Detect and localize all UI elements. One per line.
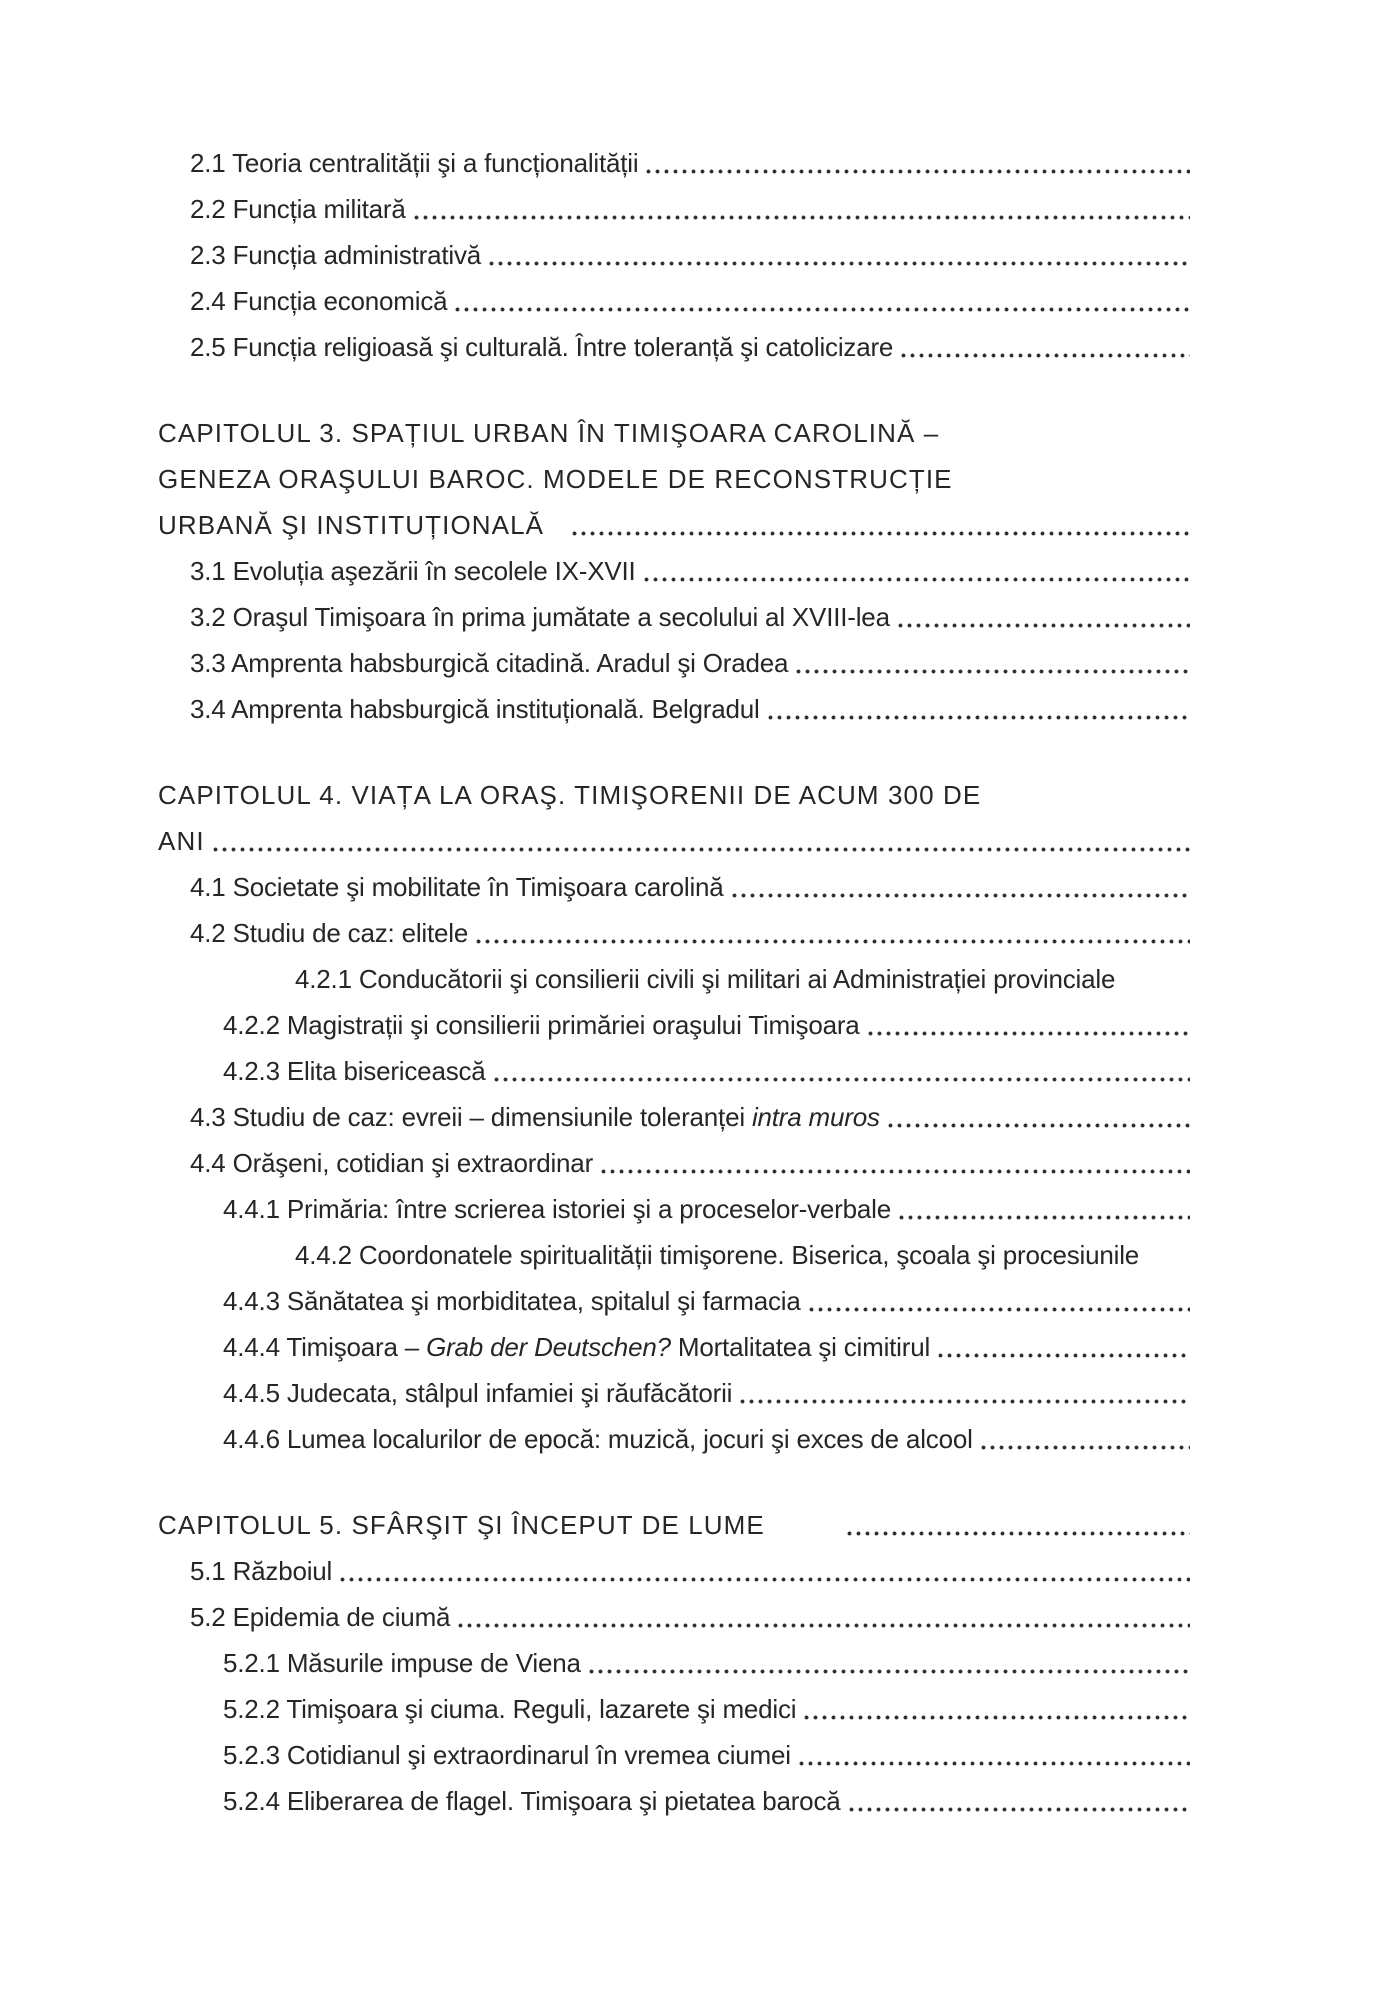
toc-entry [158, 324, 1190, 370]
dot-leader [453, 278, 1190, 324]
dot-leader [797, 1732, 1190, 1778]
dot-leader [794, 640, 1190, 686]
dot-leader [474, 910, 1190, 956]
dot-leader [211, 818, 1190, 864]
toc-entry-text: 3.3 Amprenta habsburgică citadină. Aradul şi Oradea [190, 648, 789, 678]
toc-entry [158, 1416, 1190, 1462]
dot-leader [807, 1278, 1190, 1324]
dot-leader [644, 140, 1190, 186]
section-spacer [158, 732, 1190, 772]
dot-leader [896, 594, 1190, 640]
toc-entry-text: 5.2 Epidemia de ciumă [190, 1602, 451, 1632]
toc-entry [158, 1594, 1190, 1640]
toc-entry-text: 5.2.3 Cotidianul şi extraordinarul în vremea ciumei [223, 1740, 791, 1770]
dot-leader [847, 1778, 1191, 1824]
dot-leader [766, 686, 1190, 732]
toc-entry-text: 4.2 Studiu de caz: elitele [190, 918, 469, 948]
toc-entry [158, 1002, 1190, 1048]
toc-entry-text-part: 4.4.4 Timişoara – [223, 1332, 427, 1362]
dot-leader [599, 1140, 1190, 1186]
toc-entry [158, 910, 1190, 956]
toc-entry-text: 2.3 Funcția administrativă [190, 240, 482, 270]
section-spacer [158, 1462, 1190, 1502]
toc-entry-text [223, 1324, 930, 1370]
toc-entry [158, 186, 1190, 232]
toc-entry [158, 1548, 1190, 1594]
dot-leader [587, 1640, 1190, 1686]
toc-entry [158, 686, 1190, 732]
dot-leader [897, 1186, 1190, 1232]
dot-leader [570, 502, 1190, 548]
toc-entry-text: 4.4.6 Lumea localurilor de epocă: muzică, jocuri şi exces de alcool [223, 1424, 973, 1454]
toc-entry-text: 2.5 Funcția religioasă şi culturală. Între toleranță şi catolicizare [190, 332, 894, 362]
dot-leader [866, 1002, 1190, 1048]
toc-entry [158, 140, 1190, 186]
chapter-heading-text: CAPITOLUL 4. VIAȚA LA ORAŞ. TIMIŞORENII DE ACUM 300 DE [158, 780, 982, 810]
dot-leader [899, 324, 1190, 370]
toc-entry [158, 1324, 1190, 1370]
toc-entry [158, 1186, 1190, 1232]
toc-entry [158, 1640, 1190, 1686]
toc-entry [158, 1278, 1190, 1324]
section-spacer [158, 370, 1190, 410]
toc-entry [158, 640, 1190, 686]
toc-entry [158, 864, 1190, 910]
chapter-heading-line [158, 818, 1190, 864]
toc-entry-text: 4.2.1 Conducătorii şi consilierii civili şi militari ai Administrației provinciale [295, 964, 1116, 994]
toc-entry-text: 5.2.4 Eliberarea de flagel. Timişoara şi pietatea barocă [223, 1786, 841, 1816]
toc-entry-text: 5.1 Războiul [190, 1556, 333, 1586]
dot-leader [730, 864, 1190, 910]
toc-entry [158, 594, 1190, 640]
toc-entry-text: 5.2.1 Măsurile impuse de Viena [223, 1648, 581, 1678]
dot-leader [642, 548, 1190, 594]
chapter-heading-text: ANI [158, 826, 205, 856]
dot-leader [845, 1502, 1190, 1548]
toc-entry-text-italic: Grab der Deutschen? [426, 1332, 671, 1362]
toc-entry-text: 2.4 Funcția economică [190, 286, 448, 316]
chapter-heading-text: CAPITOLUL 5. SFÂRŞIT ŞI ÎNCEPUT DE LUME [158, 1510, 765, 1540]
toc-entry-text: 4.4.3 Sănătatea şi morbiditatea, spitalul şi farmacia [223, 1286, 801, 1316]
toc-entry-text: 4.2.2 Magistrații şi consilierii primăriei oraşului Timişoara [223, 1010, 860, 1040]
toc-entry [158, 1778, 1190, 1824]
toc-entry [158, 1370, 1190, 1416]
dot-leader [338, 1548, 1190, 1594]
dot-leader [456, 1594, 1190, 1640]
dot-leader [979, 1416, 1190, 1462]
toc-entry-text: 3.1 Evoluția aşezării în secolele IX-XVII [190, 556, 636, 586]
dot-leader [936, 1324, 1190, 1370]
toc-entry-text: 2.2 Funcția militară [190, 194, 406, 224]
toc-entry-text: 2.1 Teoria centralității şi a funcționalității [190, 148, 639, 178]
toc-entry [158, 1048, 1190, 1094]
toc-entry-text-part: 4.3 Studiu de caz: evreii – dimensiunile toleranței [190, 1102, 752, 1132]
toc-entry [158, 1140, 1190, 1186]
toc-entry [158, 1094, 1190, 1140]
toc-entry-text-italic: intra muros [751, 1102, 880, 1132]
toc-entry-text [190, 1094, 880, 1140]
toc-entry-text: 4.2.3 Elita bisericească [223, 1056, 486, 1086]
dot-leader [492, 1048, 1190, 1094]
toc-entry-text: 4.1 Societate şi mobilitate în Timişoara carolină [190, 872, 724, 902]
toc-entry-text: 4.4.1 Primăria: între scrierea istoriei şi a proceselor-verbale [223, 1194, 891, 1224]
chapter-heading-line [158, 410, 1190, 456]
chapter-heading-text: GENEZA ORAŞULUI BAROC. MODELE DE RECONSTRUCȚIE [158, 464, 953, 494]
toc-entry-text-part: Mortalitatea şi cimitirul [670, 1332, 931, 1362]
toc-entry-text: 4.4.2 Coordonatele spiritualității timişorene. Biserica, şcoala şi procesiunile [295, 1240, 1140, 1270]
toc-entry-text: 5.2.2 Timişoara şi ciuma. Reguli, lazarete şi medici [223, 1694, 797, 1724]
dot-leader [412, 186, 1190, 232]
toc-entry [158, 232, 1190, 278]
chapter-heading-line [158, 1502, 1190, 1548]
toc-entry-text: 4.4 Orăşeni, cotidian şi extraordinar [190, 1148, 594, 1178]
dot-leader [886, 1094, 1190, 1140]
toc-entry [158, 278, 1190, 324]
dot-leader [738, 1370, 1190, 1416]
chapter-heading-text: URBANĂ ŞI INSTITUȚIONALĂ [158, 510, 545, 540]
toc-entry-text: 3.2 Oraşul Timişoara în prima jumătate a secolului al XVIII-lea [190, 602, 890, 632]
toc-entry-text: 4.4.5 Judecata, stâlpul infamiei şi răufăcătorii [223, 1378, 733, 1408]
chapter-heading-text: CAPITOLUL 3. SPAȚIUL URBAN ÎN TIMIŞOARA CAROLINĂ – [158, 418, 940, 448]
toc-entry [158, 1232, 1250, 1278]
toc-entry [158, 956, 1250, 1002]
dot-leader [487, 232, 1190, 278]
chapter-heading-line [158, 502, 1190, 548]
chapter-heading-line [158, 456, 1190, 502]
dot-leader [802, 1686, 1190, 1732]
toc-entry-text: 3.4 Amprenta habsburgică instituțională. Belgradul [190, 694, 760, 724]
chapter-heading-line [158, 772, 1190, 818]
toc-entry [158, 1686, 1190, 1732]
toc-entry [158, 1732, 1190, 1778]
toc-entry [158, 548, 1190, 594]
